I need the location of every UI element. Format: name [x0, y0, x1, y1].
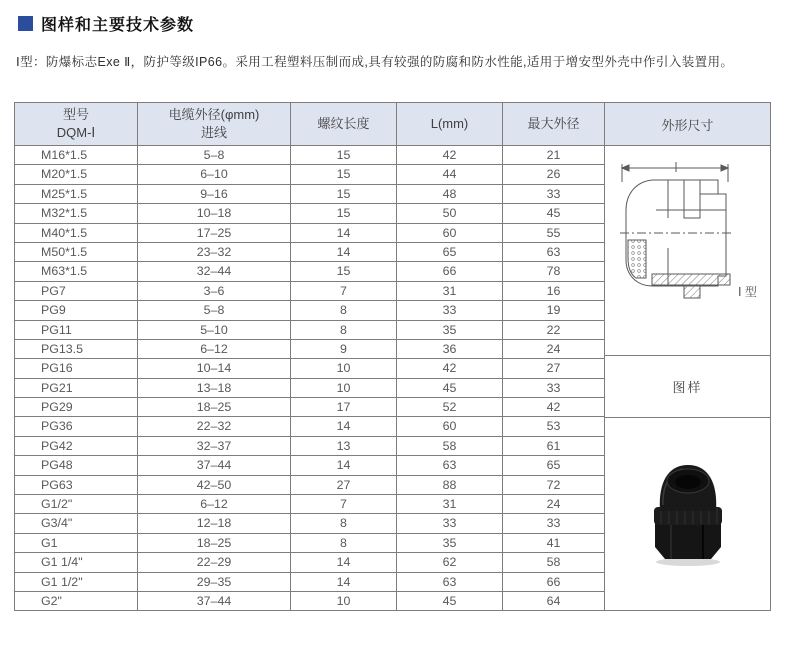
- spec-table-area: [14, 102, 770, 611]
- cell-cable-od: 22–29: [138, 553, 291, 572]
- table-row: [15, 572, 605, 591]
- cell-length: 33: [397, 301, 503, 320]
- header-thread-length: 螺纹长度: [291, 103, 397, 146]
- cell-model: M40*1.5: [15, 223, 138, 242]
- cell-thread-length: 10: [291, 591, 397, 610]
- cell-length: 65: [397, 242, 503, 261]
- cell-cable-od: 37–44: [138, 456, 291, 475]
- cell-length: 45: [397, 591, 503, 610]
- cell-model: G2": [15, 591, 138, 610]
- cell-thread-length: 7: [291, 281, 397, 300]
- cell-cable-od: 3–6: [138, 281, 291, 300]
- technical-drawing-svg: [606, 148, 770, 354]
- table-row: [15, 223, 605, 242]
- cell-max-od: 24: [503, 495, 605, 514]
- spec-table: [14, 102, 605, 611]
- cell-max-od: 16: [503, 281, 605, 300]
- table-row: [15, 301, 605, 320]
- cell-model: G3/4": [15, 514, 138, 533]
- cell-cable-od: 18–25: [138, 533, 291, 552]
- cell-length: 50: [397, 204, 503, 223]
- outline-dimensions-column: [605, 102, 771, 611]
- cell-model: M20*1.5: [15, 165, 138, 184]
- table-row: [15, 533, 605, 552]
- blue-square-bullet-icon: [18, 16, 33, 31]
- cell-length: 31: [397, 281, 503, 300]
- cell-max-od: 53: [503, 417, 605, 436]
- cell-cable-od: 37–44: [138, 591, 291, 610]
- gland-cross-section-drawing: [605, 146, 770, 356]
- cell-model: PG42: [15, 436, 138, 455]
- table-row: [15, 495, 605, 514]
- cell-thread-length: 15: [291, 165, 397, 184]
- cell-model: G1 1/4": [15, 553, 138, 572]
- cell-model: G1/2": [15, 495, 138, 514]
- header-cable-line2: 进线: [200, 125, 227, 140]
- cell-cable-od: 22–32: [138, 417, 291, 436]
- cell-length: 33: [397, 514, 503, 533]
- cell-length: 44: [397, 165, 503, 184]
- section-title-row: [18, 12, 790, 35]
- cell-max-od: 33: [503, 514, 605, 533]
- cell-model: M50*1.5: [15, 242, 138, 261]
- cell-cable-od: 5–8: [138, 301, 291, 320]
- cell-cable-od: 6–10: [138, 165, 291, 184]
- cell-max-od: 78: [503, 262, 605, 281]
- header-cable-line1: 电缆外径(φmm): [168, 107, 260, 123]
- cell-thread-length: 9: [291, 339, 397, 358]
- cell-length: 60: [397, 417, 503, 436]
- table-row: [15, 165, 605, 184]
- cell-cable-od: 17–25: [138, 223, 291, 242]
- cell-cable-od: 13–18: [138, 378, 291, 397]
- cell-max-od: 24: [503, 339, 605, 358]
- cell-length: 58: [397, 436, 503, 455]
- page-title: 图样和主要技术参数: [41, 17, 195, 34]
- gland-photo-svg: [645, 459, 731, 569]
- header-model: [15, 103, 138, 146]
- cell-thread-length: 8: [291, 533, 397, 552]
- cell-cable-od: 10–14: [138, 359, 291, 378]
- table-row: [15, 242, 605, 261]
- header-model-line1: 型号: [62, 107, 89, 123]
- cell-length: 60: [397, 223, 503, 242]
- cell-cable-od: 5–10: [138, 320, 291, 339]
- table-row: [15, 398, 605, 417]
- table-row: [15, 456, 605, 475]
- cell-length: 52: [397, 398, 503, 417]
- cell-model: PG21: [15, 378, 138, 397]
- cell-cable-od: 23–32: [138, 242, 291, 261]
- table-row: [15, 184, 605, 203]
- cell-model: PG13.5: [15, 339, 138, 358]
- cell-max-od: 66: [503, 572, 605, 591]
- cell-model: PG16: [15, 359, 138, 378]
- cell-thread-length: 8: [291, 301, 397, 320]
- header-model-line2: DQM-Ⅰ: [56, 125, 96, 140]
- cell-model: PG63: [15, 475, 138, 494]
- cell-cable-od: 6–12: [138, 495, 291, 514]
- cell-thread-length: 10: [291, 378, 397, 397]
- cell-length: 31: [397, 495, 503, 514]
- cell-max-od: 33: [503, 184, 605, 203]
- cell-max-od: 19: [503, 301, 605, 320]
- cell-max-od: 55: [503, 223, 605, 242]
- cell-model: PG48: [15, 456, 138, 475]
- cell-length: 88: [397, 475, 503, 494]
- cell-model: M32*1.5: [15, 204, 138, 223]
- header-length: L(mm): [397, 103, 503, 146]
- cell-cable-od: 18–25: [138, 398, 291, 417]
- table-row: [15, 281, 605, 300]
- cell-cable-od: 6–12: [138, 339, 291, 358]
- cell-cable-od: 32–37: [138, 436, 291, 455]
- cell-cable-od: 10–18: [138, 204, 291, 223]
- cell-max-od: 27: [503, 359, 605, 378]
- cell-length: 48: [397, 184, 503, 203]
- table-row: [15, 359, 605, 378]
- table-row: [15, 320, 605, 339]
- table-row: [15, 475, 605, 494]
- table-row: [15, 262, 605, 281]
- cell-thread-length: 10: [291, 359, 397, 378]
- cell-length: 35: [397, 533, 503, 552]
- cell-thread-length: 14: [291, 417, 397, 436]
- cell-model: M16*1.5: [15, 146, 138, 165]
- cell-thread-length: 14: [291, 572, 397, 591]
- cell-cable-od: 12–18: [138, 514, 291, 533]
- cell-max-od: 33: [503, 378, 605, 397]
- cell-thread-length: 15: [291, 204, 397, 223]
- cell-length: 63: [397, 572, 503, 591]
- cell-max-od: 58: [503, 553, 605, 572]
- header-max-od: 最大外径: [503, 103, 605, 146]
- cell-cable-od: 32–44: [138, 262, 291, 281]
- cell-length: 42: [397, 146, 503, 165]
- spec-table-body: [15, 146, 605, 611]
- cell-model: PG7: [15, 281, 138, 300]
- cell-length: 63: [397, 456, 503, 475]
- table-row: [15, 553, 605, 572]
- cell-model: G1 1/2": [15, 572, 138, 591]
- cell-thread-length: 17: [291, 398, 397, 417]
- cell-thread-length: 15: [291, 262, 397, 281]
- cell-max-od: 42: [503, 398, 605, 417]
- cell-max-od: 63: [503, 242, 605, 261]
- cell-model: PG9: [15, 301, 138, 320]
- cell-model: G1: [15, 533, 138, 552]
- cell-thread-length: 14: [291, 223, 397, 242]
- table-row: [15, 514, 605, 533]
- gland-photo-image: [605, 418, 770, 610]
- cell-length: 45: [397, 378, 503, 397]
- cell-thread-length: 14: [291, 553, 397, 572]
- cell-thread-length: 8: [291, 514, 397, 533]
- header-outline: 外形尺寸: [605, 103, 770, 146]
- cell-thread-length: 8: [291, 320, 397, 339]
- table-row: [15, 417, 605, 436]
- table-row: [15, 436, 605, 455]
- cell-model: M63*1.5: [15, 262, 138, 281]
- cell-thread-length: 7: [291, 495, 397, 514]
- cell-cable-od: 9–16: [138, 184, 291, 203]
- cell-max-od: 22: [503, 320, 605, 339]
- table-row: [15, 204, 605, 223]
- table-row: [15, 339, 605, 358]
- cell-max-od: 65: [503, 456, 605, 475]
- cell-cable-od: 42–50: [138, 475, 291, 494]
- table-row: [15, 378, 605, 397]
- cell-thread-length: 14: [291, 456, 397, 475]
- table-row: [15, 146, 605, 165]
- cell-max-od: 45: [503, 204, 605, 223]
- cell-thread-length: 14: [291, 242, 397, 261]
- cell-model: PG11: [15, 320, 138, 339]
- cell-thread-length: 15: [291, 184, 397, 203]
- cell-cable-od: 29–35: [138, 572, 291, 591]
- cell-model: PG29: [15, 398, 138, 417]
- sample-label: 图样: [605, 356, 770, 418]
- cell-max-od: 26: [503, 165, 605, 184]
- cell-cable-od: 5–8: [138, 146, 291, 165]
- spec-table-header: [15, 103, 605, 146]
- cell-max-od: 21: [503, 146, 605, 165]
- header-cable-od: [138, 103, 291, 146]
- cell-length: 35: [397, 320, 503, 339]
- cell-thread-length: 13: [291, 436, 397, 455]
- drawing-type-label: Ⅰ 型: [737, 284, 757, 299]
- cell-length: 42: [397, 359, 503, 378]
- cell-thread-length: 15: [291, 146, 397, 165]
- cell-max-od: 64: [503, 591, 605, 610]
- cell-max-od: 41: [503, 533, 605, 552]
- table-row: [15, 591, 605, 610]
- cell-model: PG36: [15, 417, 138, 436]
- cell-length: 36: [397, 339, 503, 358]
- type-description: Ⅰ型：防爆标志Exe Ⅱ，防护等级IP66。采用工程塑料压制而成,具有较强的防腐和防水性能,适用于增安型外壳中作引入装置用。: [16, 55, 734, 69]
- cell-thread-length: 27: [291, 475, 397, 494]
- cell-model: M25*1.5: [15, 184, 138, 203]
- cell-length: 62: [397, 553, 503, 572]
- cell-max-od: 61: [503, 436, 605, 455]
- cell-max-od: 72: [503, 475, 605, 494]
- cell-length: 66: [397, 262, 503, 281]
